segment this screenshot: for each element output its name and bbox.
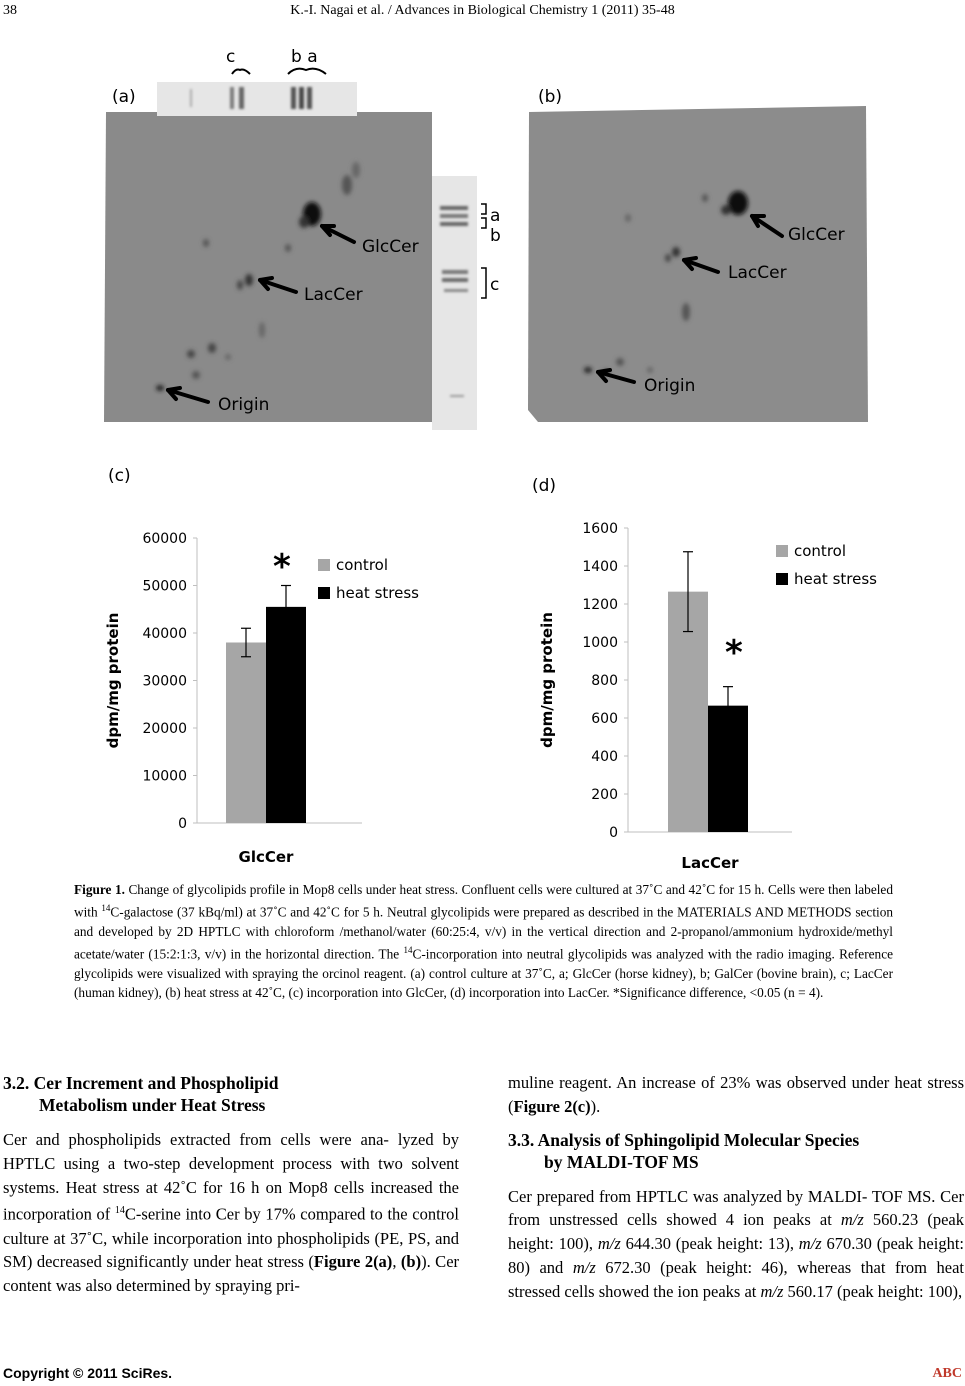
running-header — [0, 0, 965, 22]
spot-label-origin-b: Origin — [644, 376, 696, 396]
y-axis-label: dpm/mg protein — [538, 612, 556, 748]
y-tick-label: 1600 — [582, 521, 618, 537]
spot-label-origin-a: Origin — [218, 395, 270, 415]
top-lane-label-ba: b a — [291, 47, 318, 67]
caption-label: Figure 1. — [74, 882, 125, 897]
panel-label-d: (d) — [532, 476, 557, 496]
y-tick-label: 600 — [591, 711, 618, 727]
y-tick-label: 40000 — [142, 626, 187, 642]
chart-glccer — [90, 520, 470, 870]
y-tick-label: 1200 — [582, 597, 618, 613]
spot-label-laccer-a: LacCer — [304, 285, 363, 305]
y-tick-label: 1000 — [582, 635, 618, 651]
x-axis-label: GlcCer — [238, 848, 294, 866]
legend-swatch — [318, 587, 330, 599]
tlc-plate-a — [104, 112, 432, 422]
y-tick-label: 800 — [591, 673, 618, 689]
bracket-a — [481, 204, 486, 214]
panel-label-b: (b) — [538, 87, 563, 107]
section-heading-3-2: 3.2. Cer Increment and Phospholipid Metabolism under Heat Stress — [3, 1073, 279, 1115]
bar-heat-stress — [266, 607, 306, 823]
significance-asterisk: * — [725, 633, 743, 673]
paragraph-3-2: Cer and phospholipids extracted from cells were ana- lyzed by HPTLC using a two-step development process with two solvent systems. Heat stress at 42˚C for 16 h on Mop8 cells increased the incorporation of $^{14}$C-serine into Cer by 17% compared to the control culture at 37˚C, while incorporation into phospholipids (PE, PS, and SM) decreased significantly under heat stress (Figure 2(a), (b)). Cer content was also determined by spraying pri- — [3, 1130, 460, 1296]
legend-entry: control — [336, 556, 388, 574]
y-tick-label: 0 — [178, 816, 187, 832]
panel-label-a: (a) — [112, 87, 136, 107]
y-tick-label: 1400 — [582, 559, 618, 575]
legend-swatch — [776, 573, 788, 585]
x-axis-label: LacCer — [681, 854, 739, 872]
copyright: Copyright © 2011 SciRes. — [3, 1365, 173, 1381]
bracket-c — [481, 268, 486, 298]
side-lane-label-a: a — [490, 206, 501, 226]
top-lane-label-c: c — [226, 47, 236, 67]
y-tick-label: 0 — [609, 825, 618, 841]
page-number: 38 — [3, 3, 17, 18]
paragraph-continued: muline reagent. An increase of 23% was observed under heat stress (Figure 2(c)). — [508, 1073, 964, 1116]
figure-caption: Figure 1. Change of glycolipids profile in Mop8 cells under heat stress. Confluent cells were cultured at 37˚C and 42˚C for 15 h. Cells were then labeled with $^{14}$C-galactose (37 kBq/ml) at 37˚C and 42˚C for 5 h. Neutral glycolipids were prepared as described in the MATERIALS AND METHODS section and developed by 2D HPTLC with chloroform /methanol/water (60:25:4, v/v) in the vertical direction and 2-propanol/ammonium hydroxide/methyl acetate/water (15:2:1:3, v/v) in the horizontal direction. The $^{14}$C-incorporation into neutral glycolipids was analyzed with the radio imaging. Reference glycolipids were visualized with spraying the orcinol reagent. (a) control culture at 37˚C, a; GlcCer (horse kidney), b; GalCer (bovine brain), c; LacCer (human kidney), (b) heat stress at 42˚C, (c) incorporation into GlcCer, (d) incorporation into LacCer. *Significance difference, <0.05 (n = 4). — [74, 882, 893, 1001]
reference-strip-top — [157, 82, 357, 116]
y-tick-label: 200 — [591, 787, 618, 803]
legend-entry: heat stress — [794, 570, 877, 588]
y-tick-label: 400 — [591, 749, 618, 765]
spot-label-glccer-a: GlcCer — [362, 237, 419, 257]
y-tick-label: 30000 — [142, 673, 187, 690]
y-axis-label: dpm/mg protein — [104, 612, 122, 749]
bracket-b — [481, 218, 486, 228]
brace-ba-top — [288, 69, 326, 74]
legend-swatch — [318, 559, 330, 571]
y-tick-label: 50000 — [142, 578, 187, 595]
side-lane-label-c: c — [490, 275, 500, 295]
y-tick-label: 60000 — [142, 531, 187, 547]
y-tick-label: 10000 — [142, 768, 187, 785]
left-column — [3, 1072, 459, 1298]
legend-entry: heat stress — [336, 584, 419, 602]
spot-label-laccer-b: LacCer — [728, 263, 787, 283]
legend-entry: control — [794, 542, 846, 560]
tlc-figure — [0, 30, 965, 450]
chart-laccer — [530, 512, 910, 874]
significance-asterisk: * — [273, 547, 291, 587]
journal-abbrev: ABC — [932, 1366, 962, 1381]
section-heading-3-3: 3.3. Analysis of Sphingolipid Molecular Species by MALDI-TOF MS — [508, 1129, 860, 1172]
bar-control — [226, 643, 266, 824]
brace-c-top — [232, 70, 250, 75]
y-tick-label: 20000 — [142, 721, 187, 737]
panel-label-c: (c) — [108, 466, 131, 486]
running-title: K.-I. Nagai et al. / Advances in Biological Chemistry 1 (2011) 35-48 — [290, 3, 675, 18]
paragraph-3-3: Cer prepared from HPTLC was analyzed by MALDI- TOF MS. Cer from unstressed cells showed 4 ion peaks at m/z 560.23 (peak height: 100), m/z 644.30 (peak height: 13), m/z 670.30 (peak height: 80) and m/z 672.30 (peak height: 46), whereas that from heat stressed cells showed the ion peaks at m/z 560.17 (peak height: 100), — [508, 1186, 965, 1301]
spot-label-glccer-b: GlcCer — [788, 225, 845, 245]
right-column — [508, 1071, 964, 1304]
legend-swatch — [776, 545, 788, 557]
side-lane-label-b: b — [490, 226, 501, 246]
